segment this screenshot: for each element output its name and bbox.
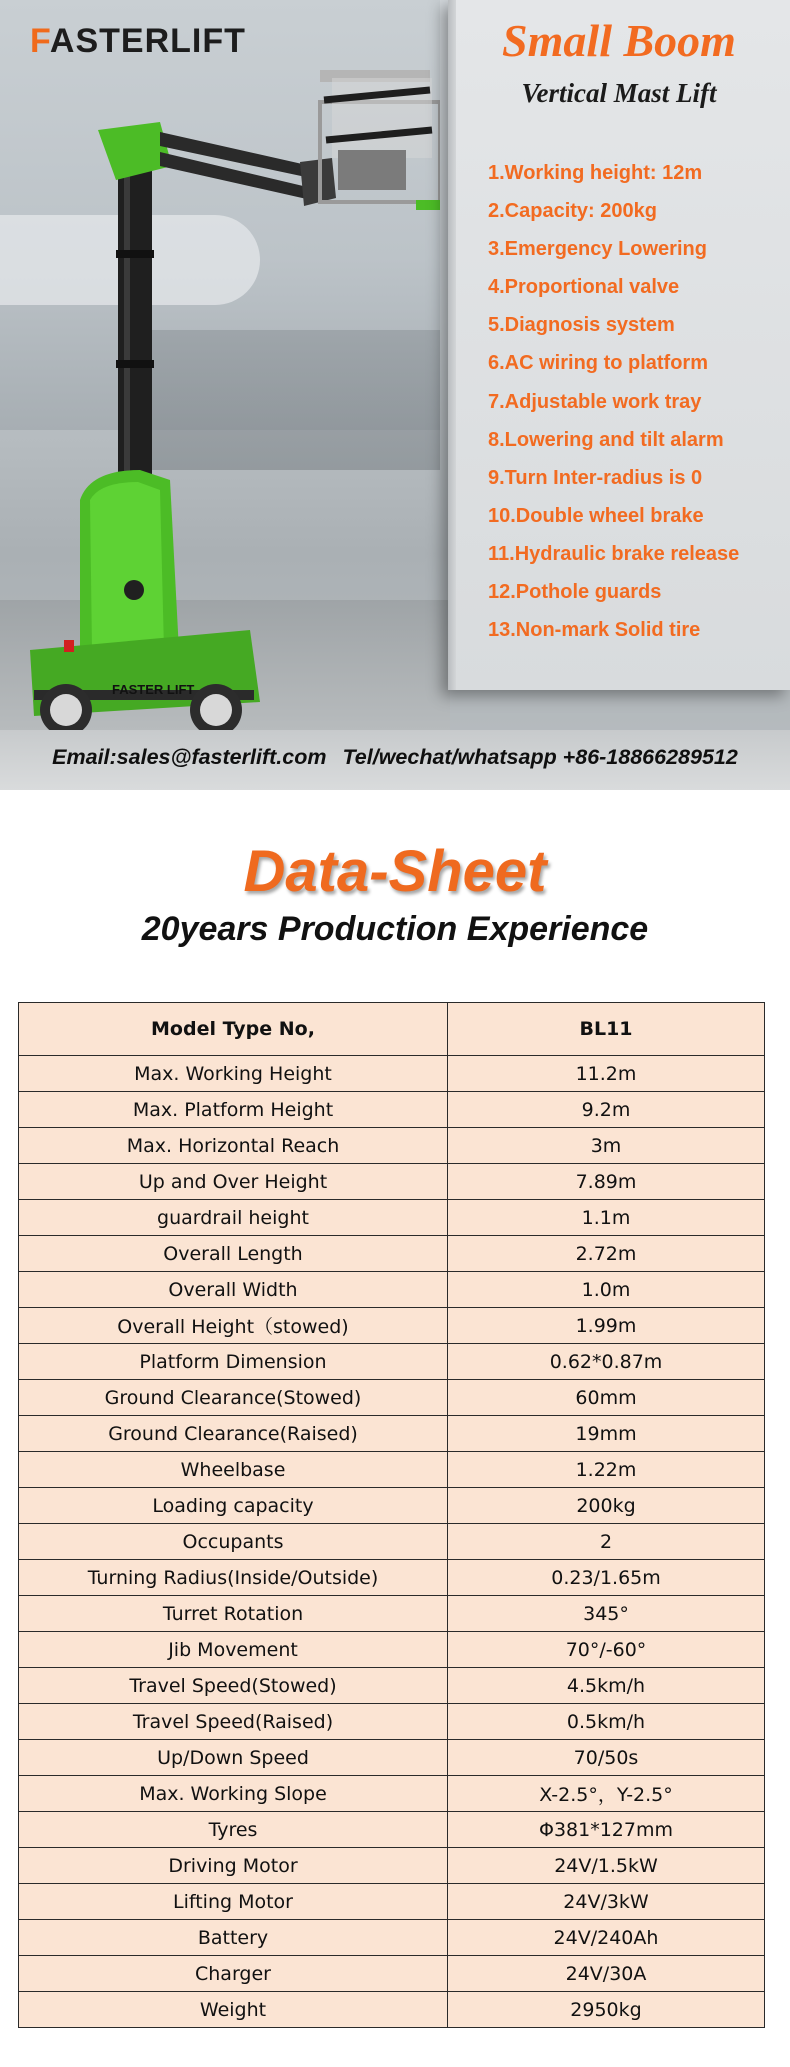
spec-key: Wheelbase <box>19 1452 448 1488</box>
table-row <box>19 1200 765 1236</box>
feature-item: 6.AC wiring to platform <box>488 352 708 375</box>
spec-key: Turret Rotation <box>19 1596 448 1632</box>
spec-value: 70/50s <box>448 1740 765 1776</box>
table-row <box>19 1416 765 1452</box>
table-row <box>19 1668 765 1704</box>
feature-item: 13.Non-mark Solid tire <box>488 619 701 642</box>
feature-item: 11.Hydraulic brake release <box>488 542 740 565</box>
table-row <box>19 1056 765 1092</box>
spec-key: Ground Clearance(Stowed) <box>19 1380 448 1416</box>
spec-value: 24V/240Ah <box>448 1920 765 1956</box>
feature-item: 8.Lowering and tilt alarm <box>488 428 724 451</box>
spec-key: Travel Speed(Raised) <box>19 1704 448 1740</box>
datasheet-title: Data-Sheet <box>243 839 547 904</box>
spec-value: X-2.5°，Y-2.5° <box>448 1776 765 1812</box>
datasheet-subtitle: 20years Production Experience <box>141 910 649 948</box>
spec-value: Φ381*127mm <box>448 1812 765 1848</box>
spec-key: Tyres <box>19 1812 448 1848</box>
table-row <box>19 1848 765 1884</box>
table-row <box>19 1740 765 1776</box>
spec-value: 7.89m <box>448 1164 765 1200</box>
table-row <box>19 1992 765 2028</box>
spec-key: Platform Dimension <box>19 1344 448 1380</box>
spec-value: 19mm <box>448 1416 765 1452</box>
spec-value: 1.0m <box>448 1272 765 1308</box>
spec-value: 2 <box>448 1524 765 1560</box>
table-row <box>19 1524 765 1560</box>
spec-key: Jib Movement <box>19 1632 448 1668</box>
spec-key: Loading capacity <box>19 1488 448 1524</box>
spec-value: 345° <box>448 1596 765 1632</box>
spec-value: 200kg <box>448 1488 765 1524</box>
table-row <box>19 1344 765 1380</box>
spec-value: 24V/1.5kW <box>448 1848 765 1884</box>
spec-value: 2.72m <box>448 1236 765 1272</box>
table-row <box>19 1956 765 1992</box>
spec-value: 70°/-60° <box>448 1632 765 1668</box>
spec-key: Driving Motor <box>19 1848 448 1884</box>
spec-value: 24V/30A <box>448 1956 765 1992</box>
table-row <box>19 1308 765 1344</box>
table-row <box>19 1596 765 1632</box>
table-row <box>19 1488 765 1524</box>
table-row <box>19 1704 765 1740</box>
spec-key: Weight <box>19 1992 448 2028</box>
table-row <box>19 1272 765 1308</box>
contact-email[interactable]: Email:sales@fasterlift.com <box>52 745 327 769</box>
feature-item: 7.Adjustable work tray <box>488 390 702 413</box>
product-title: Small Boom <box>502 15 736 66</box>
table-row <box>19 1380 765 1416</box>
spec-value: 60mm <box>448 1380 765 1416</box>
spec-key: Occupants <box>19 1524 448 1560</box>
spec-value: 1.1m <box>448 1200 765 1236</box>
spec-key: Max. Working Height <box>19 1056 448 1092</box>
spec-key: Charger <box>19 1956 448 1992</box>
spec-key: guardrail height <box>19 1200 448 1236</box>
brand-logo-text: ASTERLIFT <box>49 22 246 60</box>
machine-logo: FASTER LIFT <box>112 682 195 697</box>
spec-key: Max. Horizontal Reach <box>19 1128 448 1164</box>
contact-line <box>0 745 790 770</box>
header-value: BL11 <box>448 1003 765 1056</box>
spec-key: Overall Width <box>19 1272 448 1308</box>
spec-value: 9.2m <box>448 1092 765 1128</box>
spec-value: 0.23/1.65m <box>448 1560 765 1596</box>
brand-logo <box>30 22 246 66</box>
spec-value: 1.99m <box>448 1308 765 1344</box>
vertical-mast-lift-image <box>20 30 440 730</box>
table-row <box>19 1812 765 1848</box>
table-row <box>19 1632 765 1668</box>
feature-item: 9.Turn Inter-radius is 0 <box>488 466 703 489</box>
feature-item: 3.Emergency Lowering <box>488 238 707 261</box>
spec-key: Max. Working Slope <box>19 1776 448 1812</box>
spec-value: 1.22m <box>448 1452 765 1488</box>
hero-banner <box>0 0 790 790</box>
table-row <box>19 1092 765 1128</box>
spec-key: Ground Clearance(Raised) <box>19 1416 448 1452</box>
product-subtitle: Vertical Mast Lift <box>521 78 717 108</box>
table-row <box>19 1128 765 1164</box>
feature-item: 5.Diagnosis system <box>488 314 675 337</box>
spec-key: Battery <box>19 1920 448 1956</box>
table-row <box>19 1920 765 1956</box>
table-row <box>19 1236 765 1272</box>
spec-key: Travel Speed(Stowed) <box>19 1668 448 1704</box>
spec-key: Up and Over Height <box>19 1164 448 1200</box>
feature-item: 12.Pothole guards <box>488 581 662 604</box>
spec-key: Lifting Motor <box>19 1884 448 1920</box>
feature-item: 10.Double wheel brake <box>488 504 704 527</box>
spec-value: 0.5km/h <box>448 1704 765 1740</box>
table-row <box>19 1164 765 1200</box>
spec-value: 3m <box>448 1128 765 1164</box>
spec-key: Up/Down Speed <box>19 1740 448 1776</box>
table-header-row <box>19 1003 765 1056</box>
spec-key: Overall Height（stowed) <box>19 1308 448 1344</box>
feature-item: 2.Capacity: 200kg <box>488 200 657 223</box>
spec-key: Turning Radius(Inside/Outside) <box>19 1560 448 1596</box>
spec-value: 2950kg <box>448 1992 765 2028</box>
spec-table <box>18 1002 765 2028</box>
table-row <box>19 1452 765 1488</box>
table-row <box>19 1776 765 1812</box>
spec-value: 4.5km/h <box>448 1668 765 1704</box>
brand-logo-mark: F <box>30 22 50 60</box>
contact-phone[interactable]: Tel/wechat/whatsapp +86-18866289512 <box>342 745 738 769</box>
spec-value: 11.2m <box>448 1056 765 1092</box>
spec-key: Overall Length <box>19 1236 448 1272</box>
feature-item: 4.Proportional valve <box>488 276 680 299</box>
feature-list <box>488 154 739 649</box>
header-key: Model Type No, <box>19 1003 448 1056</box>
spec-value: 24V/3kW <box>448 1884 765 1920</box>
spec-key: Max. Platform Height <box>19 1092 448 1128</box>
table-row <box>19 1884 765 1920</box>
spec-value: 0.62*0.87m <box>448 1344 765 1380</box>
table-row <box>19 1560 765 1596</box>
feature-item: 1.Working height: 12m <box>488 162 703 184</box>
